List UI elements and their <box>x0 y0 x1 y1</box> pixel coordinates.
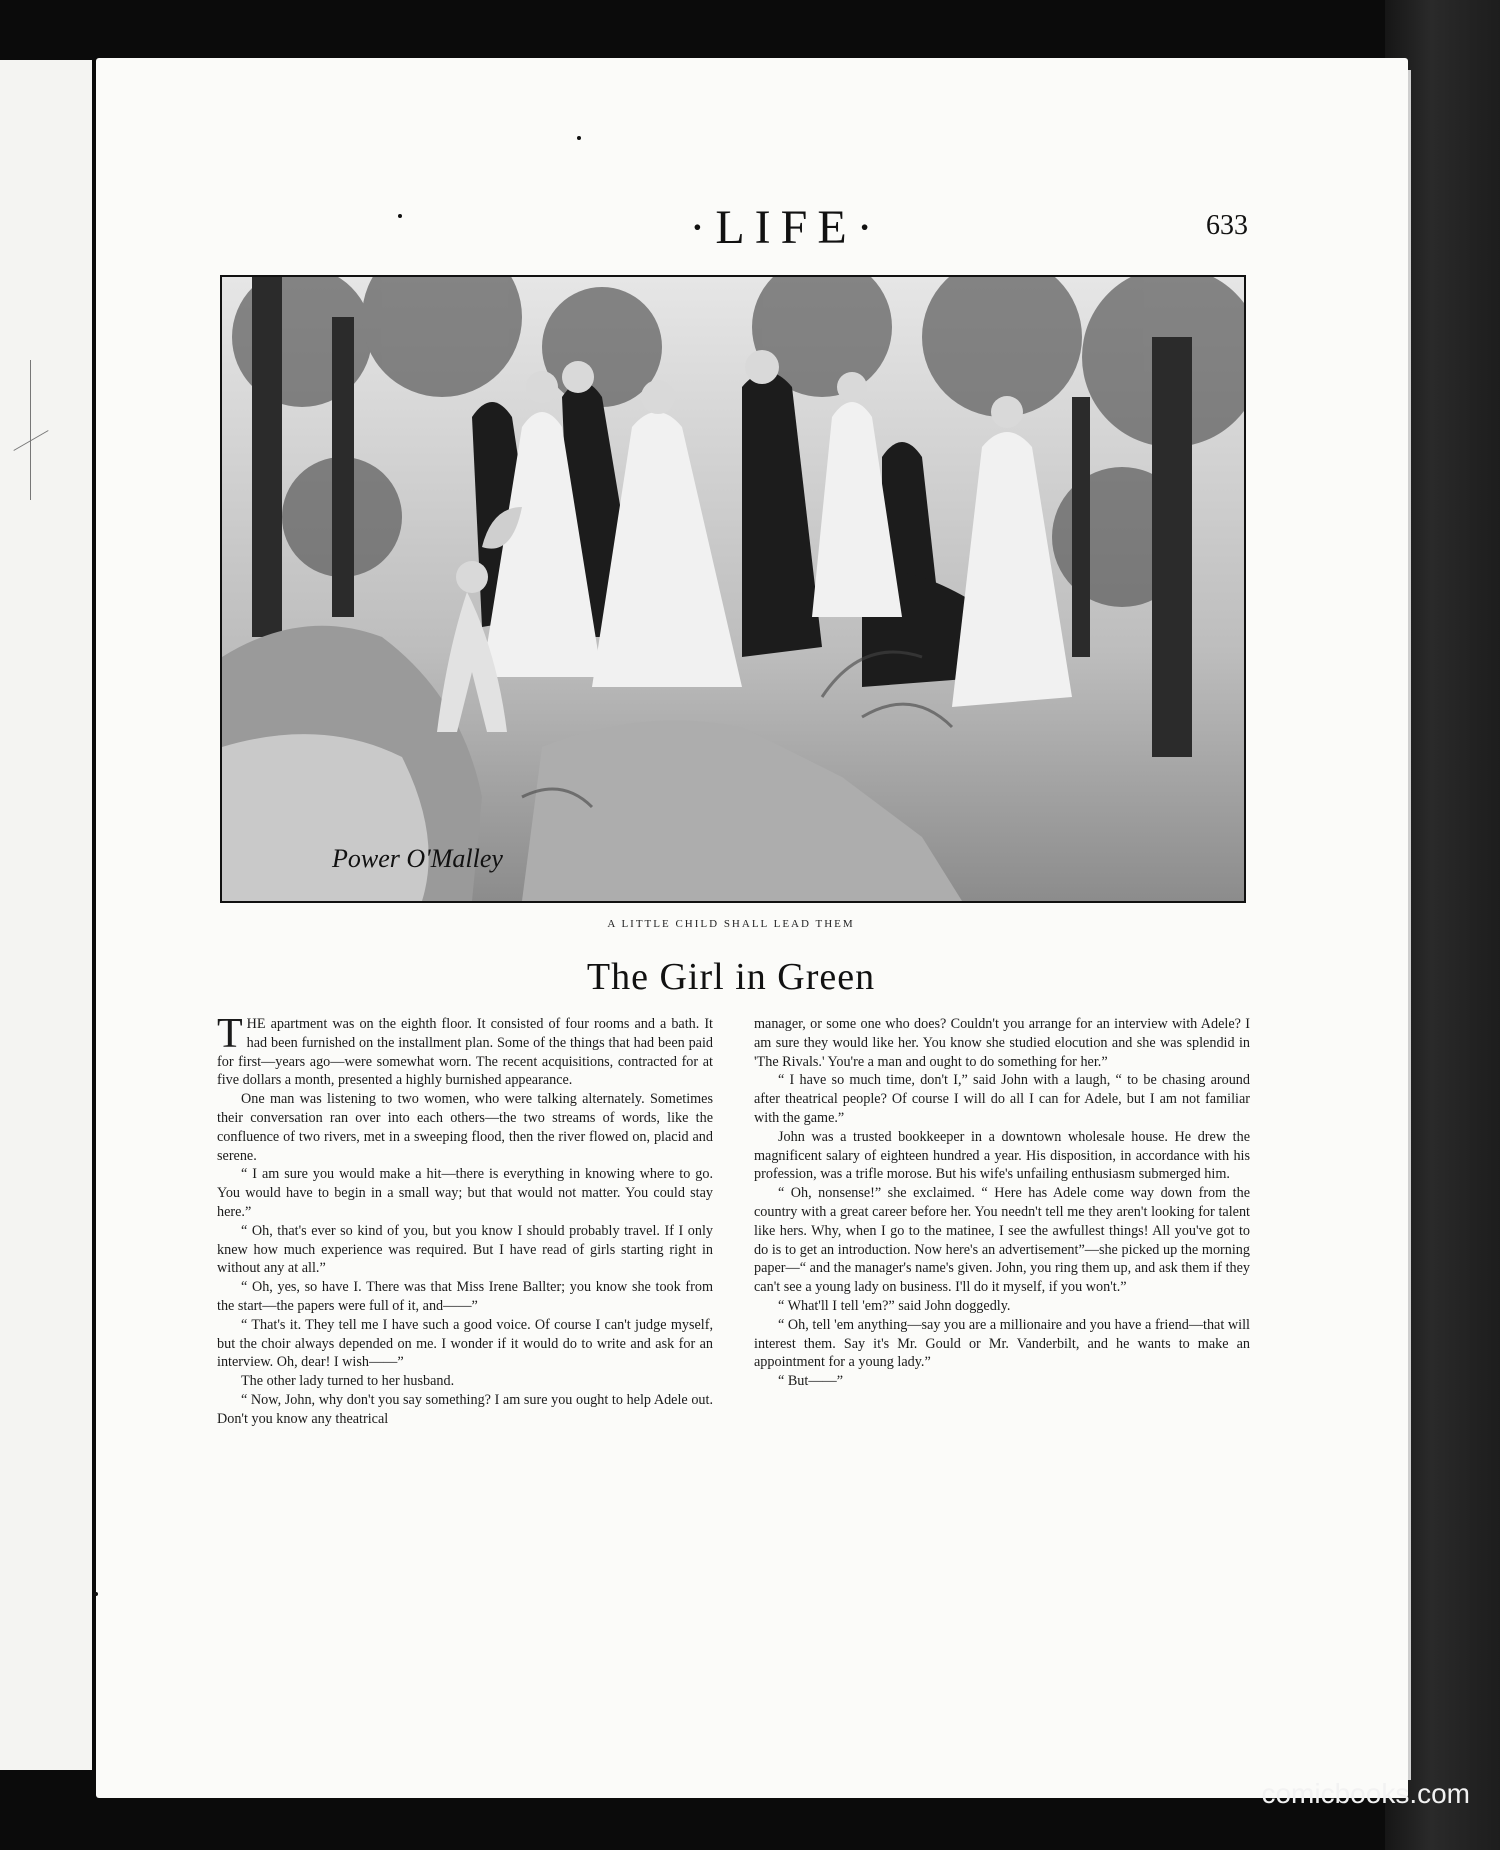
masthead: ·LIFE· <box>689 201 883 254</box>
paragraph: “ Now, John, why don't you say something? I am sure you ought to help Adele out. Don't you know any theatrical <box>217 1391 713 1427</box>
facing-page-sketch <box>30 360 61 500</box>
article-column-right <box>754 1015 1250 1391</box>
paragraph: “ But——” <box>778 1373 844 1390</box>
article-title: The Girl in Green <box>586 956 876 998</box>
ink-speck <box>94 1592 98 1596</box>
illustration <box>220 275 1246 903</box>
illustration-drawing <box>222 277 1244 901</box>
paragraph: “ I have so much time, don't I,” said John with a laugh, “ to be chasing around after theatrical people? Of course I will do all I can for Adele, but I am not familiar with the game.” <box>754 1072 1250 1126</box>
page-number: 633 <box>1206 210 1248 241</box>
page-edge-line <box>1408 70 1411 1780</box>
paragraph: “ Oh, yes, so have I. There was that Miss Irene Ballter; you know she took from the start—the papers were full of it, and——” <box>217 1279 713 1314</box>
site-watermark: comicbooks.com <box>1261 1778 1470 1809</box>
paragraph: “ Oh, nonsense!” she exclaimed. “ Here has Adele come way down from the country with a great career before her. You needn't tell me they aren't looking for talent like hers. Why, when I go to the matinee, I see the awfullest things! All you've got to do is to get an introduction. Now here's an advertisement”—she picked up the morning paper—“ and the manager's name's given. John, you ring them up, and ask them if they can't see a young lady on business. I'll do it myself, if you won't.” <box>754 1185 1250 1296</box>
article-column-left <box>217 1011 713 1429</box>
paragraph: John was a trusted bookkeeper in a downtown wholesale house. He drew the magnificent salary of eighteen hundred a year. His disposition, in accordance with his profession, was a trifle morose. But his wife's unfailing enthusiasm submerged him. <box>754 1128 1250 1183</box>
paragraph: “ That's it. They tell me I have such a good voice. Of course I can't judge myself, but the choir always depended on me. I wonder if it would do to write and ask for an interview. Oh, dear! I wish——” <box>217 1316 713 1371</box>
illustration-signature: Power O'Malley <box>332 844 503 873</box>
paragraph: “ Oh, that's ever so kind of you, but you know I should probably travel. If I only knew how much experience was required. But I have read of girls starting right in without any at all.” <box>217 1222 713 1277</box>
paragraph: manager, or some one who does? Couldn't you arrange for an interview with Adele? I am sure they would like her. You know she studied elocution and she was splendid in 'The Rivals.' You're a man and ought to do something for her.” <box>754 1016 1250 1070</box>
illustration-caption: A LITTLE CHILD SHALL LEAD THEM <box>607 918 855 930</box>
paragraph: “ Oh, tell 'em anything—say you are a millionaire and you have a friend—that will interest them. Say it's Mr. Gould or Mr. Vanderbilt, and he wants to make an appointment for a young lady.” <box>754 1316 1250 1371</box>
paragraph: The other lady turned to her husband. <box>241 1373 455 1390</box>
drop-cap: T <box>217 1011 243 1057</box>
page-header <box>96 200 1408 260</box>
paragraph: “ What'll I tell 'em?” said John doggedly. <box>778 1297 1011 1314</box>
paragraph: One man was listening to two women, who were talking alternately. Sometimes their conversation ran over into each others—the two streams of words, like the confluence of two rivers, met in a sweeping flood, then the river flowed on, placid and serene. <box>217 1091 713 1164</box>
paragraph <box>217 1011 713 1090</box>
paragraph-text: HE apartment was on the eighth floor. It consisted of four rooms and a bath. It had been furnished on the installment plan. Some of the things that had been paid for first—years ago—were somewhat worn. The recent acquisitions, contracted for at five dollars a month, presented a highly burnished appearance. <box>217 1016 713 1089</box>
paragraph: “ I am sure you would make a hit—there is everything in knowing where to go. You would have to begin in a small way; but that would not matter. You could stay here.” <box>217 1166 713 1220</box>
ink-speck <box>577 136 581 140</box>
facing-page-edge <box>0 60 96 1770</box>
